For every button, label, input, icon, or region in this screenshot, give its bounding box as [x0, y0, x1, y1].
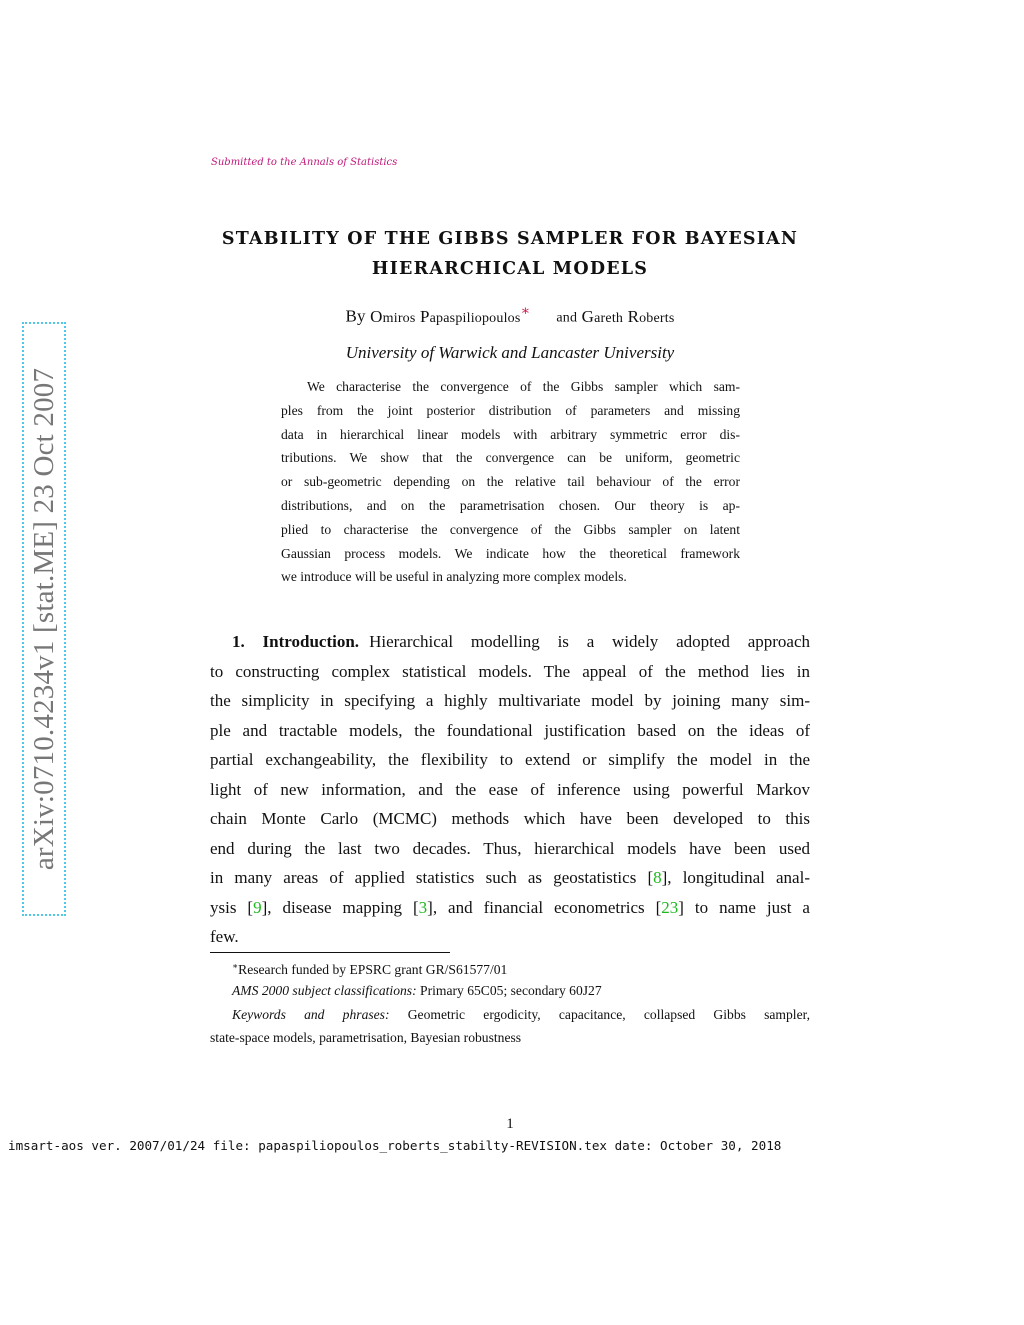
journal-submission-note: Submitted to the Annals of Statistics	[211, 157, 398, 168]
citation-link[interactable]: 9	[253, 897, 262, 917]
author-1: Omiros Papaspiliopoulos	[370, 306, 521, 326]
abstract-line: We characterise the convergence of the Gibbs sampler which sam-	[307, 379, 740, 394]
keywords-line-1: Keywords and phrases: Geometric ergodicity, capacitance, collapsed Gibbs sampler,	[232, 1006, 810, 1022]
by-label: By	[345, 306, 366, 326]
citation-link[interactable]: 23	[661, 897, 679, 917]
intro-line: few.	[210, 927, 239, 946]
abstract-line: tributions. We show that the convergence can be uniform, geometric	[281, 450, 740, 466]
intro-line: ysis [9], disease mapping [3], and financial econometrics [23] to name just a	[210, 897, 810, 917]
affiliation: University of Warwick and Lancaster University	[345, 343, 675, 362]
imsart-footer: imsart-aos ver. 2007/01/24 file: papaspiliopoulos_roberts_stabilty-REVISION.tex date: October 30, 2018	[8, 1138, 782, 1153]
intro-line: partial exchangeability, the flexibility to extend or simplify the model in the	[210, 750, 810, 769]
intro-line: light of new information, and the ease of inference using powerful Markov	[210, 779, 810, 799]
abstract-line: data in hierarchical linear models with arbitrary symmetric error dis-	[281, 426, 740, 442]
ams-classification: AMS 2000 subject classifications: Primary 65C05; secondary 60J27	[232, 982, 602, 998]
funding-footnote: ∗Research funded by EPSRC grant GR/S61577/01	[232, 961, 508, 977]
abstract-line: Gaussian process models. We indicate how the theoretical framework	[281, 545, 740, 561]
intro-line: end during the last two decades. Thus, hierarchical models have been used	[210, 838, 810, 858]
arxiv-stamp[interactable]: arXiv:0710.4234v1 [stat.ME] 23 Oct 2007	[22, 322, 66, 916]
footnote-star-link[interactable]: ∗	[520, 303, 531, 319]
citation-link[interactable]: 3	[418, 897, 428, 917]
keywords-line-2: state-space models, parametrisation, Bayesian robustness	[210, 1030, 522, 1046]
intro-line: ple and tractable models, the foundational justification based on the ideas of	[210, 720, 810, 740]
introduction-section	[210, 627, 810, 952]
section-heading: 1. Introduction.	[232, 632, 360, 651]
author-2: Gareth Roberts	[581, 306, 675, 326]
title-line-1: STABILITY OF THE GIBBS SAMPLER FOR BAYESIAN	[221, 229, 799, 249]
intro-line: chain Monte Carlo (MCMC) methods which have been developed to this	[210, 809, 810, 828]
and-label: and	[556, 310, 578, 326]
abstract-line: distributions, and on the parametrisation chosen. Our theory is ap-	[281, 497, 740, 513]
intro-line: 1. Introduction. Hierarchical modelling is a widely adopted approach	[232, 632, 810, 651]
abstract-line: we introduce will be useful in analyzing more complex models.	[281, 569, 627, 585]
title-line-2: HIERARCHICAL MODELS	[371, 259, 649, 279]
citation-link[interactable]: 8	[653, 868, 662, 887]
abstract-line: plied to characterise the convergence of the Gibbs sampler on latent	[281, 521, 740, 537]
intro-line: to constructing complex statistical models. The appeal of the method lies in	[210, 661, 810, 681]
paper-title	[210, 224, 810, 284]
arxiv-stamp-container	[22, 322, 66, 916]
footnote-rule	[210, 952, 450, 953]
abstract	[281, 375, 740, 589]
author-line	[210, 303, 810, 327]
abstract-line: ples from the joint posterior distribution of parameters and missing	[281, 402, 740, 418]
intro-line: the simplicity in specifying a highly multivariate model by joining many sim-	[210, 691, 810, 710]
intro-line: in many areas of applied statistics such as geostatistics [8], longitudinal anal-	[210, 868, 810, 887]
abstract-line: or sub-geometric depending on the relative tail behaviour of the error	[281, 474, 740, 490]
page-number: 1	[506, 1116, 514, 1132]
footnotes	[210, 955, 810, 1050]
